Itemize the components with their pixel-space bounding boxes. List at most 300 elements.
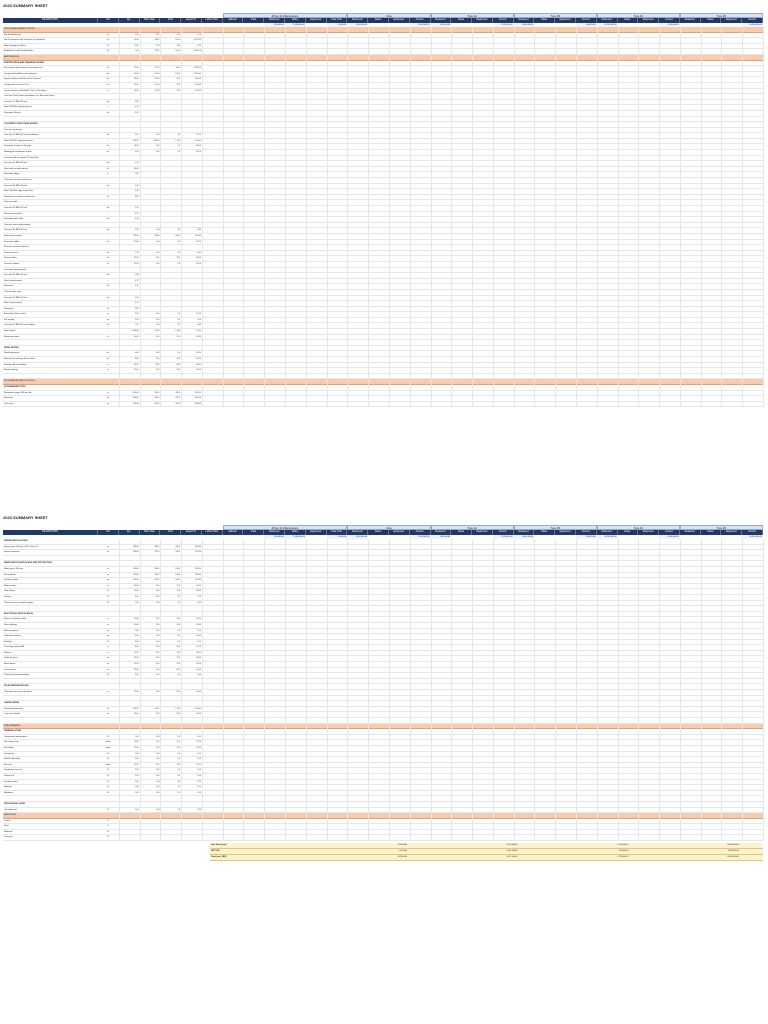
- cell-value: 170.0: [175, 707, 181, 710]
- cell-value: no: [106, 397, 109, 400]
- cell-value: LS: [106, 836, 110, 839]
- cell-value: 20.00: [133, 257, 139, 260]
- cell-value: 0.14: [134, 106, 139, 109]
- cell-value: 25.00: [133, 72, 139, 75]
- cell-value: 12.00: [133, 39, 139, 42]
- cell-value: 130.0: [175, 579, 181, 582]
- row-label: EARTHWORKS AND DRAINAGE WORKS: [4, 61, 45, 64]
- cell-value: 14.00: [133, 335, 139, 338]
- row-label: Site Preparation and clearance of vegetation: [4, 39, 46, 42]
- cell-value: 3.00: [134, 640, 139, 643]
- row-label: Steel reinforcement: [4, 279, 23, 282]
- cell-value: 2.0: [177, 674, 181, 677]
- cell-value: m: [107, 335, 109, 338]
- cell-value: 5.5: [177, 151, 181, 154]
- cell-divider: [202, 402, 224, 408]
- row-label: Formwork both sides: [4, 218, 24, 221]
- cell-divider: [410, 835, 432, 841]
- cell-value: LS: [106, 44, 110, 47]
- row-label: Kerbing and channelling: [4, 363, 27, 366]
- column-header-cell: Amount: [742, 18, 763, 23]
- cell-value: 3.50: [134, 44, 139, 47]
- cell-value: LS: [106, 830, 110, 833]
- row-label: Connections: [4, 668, 16, 671]
- column-header-cell: Material: [223, 18, 244, 23]
- cell-value: m2: [106, 707, 110, 710]
- cell-value: 15.00: [196, 663, 201, 666]
- row-label: Concrete 30 MPa/19 mm: [4, 184, 28, 187]
- cell-value: 5.00: [134, 151, 139, 154]
- cell-value: 13.00: [133, 657, 139, 660]
- cell-value: 14.0: [176, 33, 181, 36]
- cell-divider: [368, 402, 390, 408]
- cell-value: m2: [106, 195, 110, 198]
- cell-value: 1.0: [177, 752, 181, 755]
- row-label: Steel dowels: [4, 330, 16, 333]
- row-label: Insurances: [4, 752, 15, 755]
- row-label: SEWER RETICULATION: [4, 540, 28, 542]
- cell-value: 1.00: [134, 808, 139, 811]
- row-label: Earthing: [4, 640, 12, 643]
- cell-value: LS: [106, 774, 110, 777]
- column-header-cell: Total: [243, 18, 264, 23]
- column-header-cell: Equipment: [306, 18, 327, 23]
- cell-value: 1.20: [134, 324, 139, 327]
- cell-divider: [285, 402, 307, 408]
- cell-value: 120.0: [175, 39, 181, 42]
- cell-value: 1,374.00: [193, 39, 201, 42]
- row-label: TELECOMMUNICATIONS: [4, 685, 29, 688]
- row-label: EARTHWORKS: [4, 55, 19, 58]
- cell-value: 720.0: [175, 397, 181, 400]
- row-label: Transport: [4, 836, 13, 839]
- totals-cell: 2,100,000.00: [410, 535, 431, 539]
- cell-value: 12.00: [133, 763, 139, 766]
- cell-value: 38.0: [155, 363, 160, 366]
- row-label: Formwork soffits: [4, 240, 20, 243]
- row-label: DAYWORKS: [4, 814, 16, 817]
- cell-value: m: [107, 313, 109, 316]
- cell-value: 15.0: [155, 623, 160, 626]
- cell-value: 2.0: [177, 229, 181, 232]
- cell-value: m: [107, 545, 109, 548]
- cell-value: 16.0: [155, 584, 160, 587]
- cell-value: 0.13: [134, 302, 139, 305]
- column-header-cell: Amount: [410, 530, 431, 535]
- cell-value: 190.00: [132, 551, 139, 554]
- cell-value: 4.00: [155, 595, 160, 598]
- cell-value: m2: [106, 111, 110, 114]
- cell-value: m3: [106, 72, 110, 75]
- summary-value: 18,400,000.00: [726, 856, 739, 858]
- cell-value: 13.00: [133, 713, 139, 716]
- cell-value: 16.0: [176, 668, 181, 671]
- cell-value: 2.30: [134, 207, 139, 209]
- column-header-cell: Measured: [680, 18, 701, 23]
- row-label: Concrete 30 MPa/19 mm: [4, 229, 28, 232]
- summary-value: 16,560,000: [397, 856, 408, 858]
- cell-value: 12.0: [155, 741, 160, 744]
- cell-value: 2.70: [134, 162, 139, 165]
- column-header-cell: Plant Rate: [140, 530, 161, 535]
- totals-cell: 630,000.00: [431, 535, 452, 539]
- cell-value: 2.90: [134, 296, 139, 299]
- cell-value: 30.00: [196, 257, 201, 260]
- cell-value: 1.0: [177, 780, 181, 783]
- cell-value: 420.00: [195, 391, 201, 394]
- cell-divider: [534, 835, 556, 841]
- cell-value: 14.0: [176, 590, 181, 593]
- cell-value: 14.0: [176, 618, 181, 621]
- cell-divider: [389, 402, 411, 408]
- cell-value: month: [105, 746, 111, 749]
- cell-value: 3.00: [134, 352, 139, 355]
- table-row: [3, 835, 763, 841]
- row-label: Steel reinforcement: [4, 234, 23, 237]
- cell-divider: [327, 835, 349, 841]
- row-label: ELECTRICAL RETICULATION: [4, 612, 34, 615]
- column-header-cell: Qty: [119, 18, 140, 23]
- row-label: Precast slabs: [4, 257, 17, 260]
- cell-value: 127.0: [154, 67, 160, 70]
- column-header-cell: Tools: [160, 530, 181, 535]
- cell-value: 2.0: [177, 145, 181, 148]
- cell-value: LS: [106, 808, 110, 811]
- column-header-cell: Total: [243, 530, 264, 535]
- cell-value: m3: [106, 67, 110, 70]
- totals-cell: 1,450,000.00: [347, 535, 368, 539]
- cell-value: 13.0: [155, 590, 160, 593]
- cell-value: 1.00: [155, 629, 160, 632]
- cell-value: 13.0: [176, 663, 181, 666]
- column-header-cell: Measured: [597, 530, 618, 535]
- row-label: Trees and shrubs: [4, 713, 21, 716]
- cell-value: 22.0: [197, 33, 201, 36]
- cell-value: 3.00: [197, 674, 201, 677]
- row-label: Water Supply for Works: [4, 44, 26, 47]
- cell-value: 3.10: [134, 285, 139, 288]
- summary-value: 8,410,000.00: [506, 844, 518, 846]
- cell-value: 3.00: [176, 44, 181, 47]
- cell-value: 14.00: [133, 89, 139, 92]
- group-header-cell: Type 2C: [597, 13, 680, 18]
- cell-value: 1.00: [155, 780, 160, 783]
- cell-divider: [721, 835, 743, 841]
- cell-divider: [576, 835, 598, 841]
- summary-value: 225,000.00: [618, 850, 629, 852]
- group-header-cell: Type 1A: [431, 525, 514, 530]
- cell-value: 24.00: [154, 78, 160, 81]
- column-header-cell: Measured: [347, 18, 368, 23]
- cell-divider: [680, 835, 702, 841]
- cell-value: t: [107, 212, 109, 215]
- row-label: Street lighting: [4, 623, 17, 626]
- row-label: Labour: [4, 819, 11, 822]
- row-label: Handover: [4, 791, 14, 794]
- row-label: Expansion joints: [4, 335, 20, 338]
- row-label: Water meters: [4, 584, 17, 587]
- row-label: Formwork Vertical: [4, 111, 21, 114]
- cell-value: no: [106, 251, 109, 254]
- cell-divider: [514, 835, 536, 841]
- cell-value: 12.00: [196, 352, 201, 355]
- column-header-cell: Amount: [659, 18, 680, 23]
- cell-value: 110.00: [132, 579, 139, 582]
- cell-value: 5.0: [177, 352, 181, 355]
- cell-divider: [742, 402, 764, 408]
- cell-value: 14.0: [155, 369, 160, 372]
- cell-value: 1.00: [134, 780, 139, 783]
- row-label: Plant: [4, 825, 9, 828]
- cell-value: 2.00: [155, 674, 160, 677]
- cell-value: 165.00: [195, 83, 201, 86]
- row-label: Concrete 25 MPa/19 mm blinding: [4, 324, 35, 327]
- summary-label: VAT 15%: [211, 850, 220, 852]
- summary-value: 1,261,500.00: [506, 850, 518, 852]
- cell-value: 12.0: [155, 33, 160, 36]
- totals-cell: 2,100,000.00: [410, 23, 431, 27]
- cell-value: 1.0: [177, 774, 181, 777]
- row-label: LANDSCAPING: [4, 702, 20, 705]
- cell-value: m3: [106, 296, 110, 299]
- cell-value: m2: [106, 39, 110, 42]
- cell-value: 7.00: [155, 635, 160, 638]
- column-header-cell: Total Tools: [327, 18, 348, 23]
- column-header-cell: Equipment: [389, 18, 410, 23]
- row-label: Concrete columns and beams: [4, 179, 32, 182]
- cell-value: 2.50: [134, 134, 139, 137]
- cell-value: 11.00: [133, 262, 139, 265]
- cell-value: 132.0: [175, 72, 181, 75]
- cell-value: 140.0: [175, 573, 181, 576]
- cell-value: 1.0: [177, 786, 181, 789]
- cell-value: 5,450.00: [193, 50, 201, 53]
- row-label: Compacted backfill to roll roadways: [4, 72, 37, 75]
- row-label: Formwork: [4, 307, 14, 310]
- row-label: Stormwater pipes 300 mm dia: [4, 391, 32, 394]
- cell-value: LS: [106, 674, 110, 677]
- totals-cell: 1,970,000.00: [493, 535, 514, 539]
- cell-value: m: [107, 651, 109, 654]
- cell-value: 15.00: [133, 83, 139, 86]
- cell-value: m: [107, 567, 109, 570]
- cell-value: m: [107, 89, 109, 92]
- cell-value: no: [106, 657, 109, 660]
- cell-value: 12.0: [155, 651, 160, 654]
- cell-value: 15.0: [176, 335, 181, 338]
- row-label: Signage: [4, 786, 12, 789]
- cell-divider: [431, 402, 453, 408]
- cell-value: 1.00: [155, 324, 160, 327]
- cell-value: 1.0: [177, 808, 181, 811]
- cell-value: 1.00: [155, 769, 160, 772]
- cell-divider: [410, 402, 432, 408]
- cell-value: LS: [106, 735, 110, 738]
- row-label: SITE ESTABLISHMENT WORKS: [4, 28, 35, 30]
- cell-value: m3: [106, 184, 110, 187]
- summary-value: 16,000,000.00: [726, 844, 739, 846]
- cell-value: 1.0: [177, 769, 181, 772]
- cell-value: 51.00: [154, 72, 160, 75]
- cell-value: m: [107, 363, 109, 366]
- cell-divider: [327, 402, 349, 408]
- row-label: Concrete stairs and landings: [4, 223, 31, 226]
- row-label: Precast concrete elements: [4, 246, 29, 249]
- totals-cell: 1,500,000.00: [659, 535, 680, 539]
- cell-value: 16.00: [196, 651, 201, 654]
- cell-value: m2: [106, 358, 110, 361]
- totals-cell: 2,000,000: [327, 535, 348, 539]
- totals-cell: 630,000.00: [431, 23, 452, 27]
- cell-value: 2.0: [177, 262, 181, 265]
- cell-value: 260.0: [154, 402, 160, 405]
- cell-divider: [472, 402, 494, 408]
- cell-value: 18.0: [176, 257, 181, 260]
- cell-value: t: [107, 279, 109, 282]
- totals-cell: 1,560,000.00: [285, 535, 306, 539]
- cell-value: no: [106, 579, 109, 582]
- cell-divider: [493, 835, 515, 841]
- cell-value: 330.0: [154, 391, 160, 394]
- column-header-cell: Measured: [680, 530, 701, 535]
- table-row: [3, 402, 763, 408]
- cell-value: 196.00: [195, 89, 201, 92]
- cell-value: 110.0: [175, 67, 181, 70]
- cell-value: 1.00: [134, 769, 139, 772]
- cell-value: 336.00: [195, 78, 201, 81]
- cell-value: 48.0: [176, 363, 181, 366]
- group-header-cell: Type 3D: [680, 13, 763, 18]
- column-header-cell: Equipment: [472, 18, 493, 23]
- column-header-cell: Unit: [98, 530, 119, 535]
- totals-cell: 8,410,000.00: [597, 23, 618, 27]
- column-header-cell: Equipment: [389, 530, 410, 535]
- group-header-cell: Type 2C: [597, 525, 680, 530]
- cell-value: hr: [107, 825, 109, 828]
- column-header-cell: Labour Rate: [202, 18, 223, 23]
- row-label: Formwork edges: [4, 173, 20, 176]
- row-label: Bored piles 600 mm dia: [4, 313, 26, 316]
- cell-value: 18.00: [196, 590, 201, 593]
- cell-value: 1.00: [155, 151, 160, 154]
- cell-value: m: [107, 391, 109, 394]
- cell-value: t: [107, 139, 109, 142]
- cell-value: 10.00: [196, 635, 201, 638]
- row-label: Steel 450 MPa high tensile bars: [4, 190, 34, 193]
- cell-value: 6.00: [134, 635, 139, 638]
- cell-divider: [306, 835, 328, 841]
- row-label: Materials: [4, 830, 13, 833]
- cell-value: month: [105, 763, 111, 766]
- cell-value: 13.0: [155, 646, 160, 649]
- cell-value: 2.00: [197, 601, 201, 604]
- row-label: Pipe fittings: [4, 590, 15, 593]
- cell-value: 1.00: [155, 791, 160, 794]
- cell-value: 12.0: [176, 763, 181, 766]
- cell-value: 12.0: [155, 763, 160, 766]
- cell-value: no: [106, 318, 109, 321]
- cell-value: no: [106, 713, 109, 716]
- row-label: Health and safety: [4, 758, 21, 761]
- cell-value: 1.00: [134, 33, 139, 36]
- cell-value: 12.0: [155, 663, 160, 666]
- row-label: Steel mesh reinforcement: [4, 167, 28, 170]
- totals-cell: 16,000,000.00: [742, 23, 763, 27]
- row-label: Temporary services: [4, 769, 23, 772]
- cell-value: 160.00: [195, 234, 201, 237]
- cell-value: 16.00: [196, 691, 201, 694]
- totals-cell: 2,600,000.00: [514, 535, 535, 539]
- cell-divider: [638, 835, 660, 841]
- cell-value: 8.00: [197, 251, 201, 254]
- group-header-cell: Type 1A: [431, 13, 514, 18]
- cell-value: 14.0: [155, 657, 160, 660]
- row-label: Testing: [4, 595, 11, 598]
- column-header-cell: Rates: [368, 18, 389, 23]
- cell-divider: [160, 835, 182, 841]
- summary-value: 1,500,000.00: [617, 844, 629, 846]
- cell-value: LS: [106, 50, 110, 53]
- cell-value: 7.00: [134, 50, 139, 53]
- cell-value: no: [106, 623, 109, 626]
- row-label: Site offices: [4, 746, 15, 749]
- cell-value: 13.0: [155, 618, 160, 621]
- cell-value: 135.00: [132, 234, 139, 237]
- cell-value: 1.00: [134, 735, 139, 738]
- row-label: Steel 300 MPa deformed bars: [4, 106, 32, 109]
- row-label: Security: [4, 763, 12, 766]
- cell-value: 690.0: [154, 397, 160, 400]
- column-header-cell: Qty: [119, 530, 140, 535]
- cell-value: 45.00: [196, 358, 201, 361]
- cell-value: 1.0: [177, 758, 181, 761]
- cell-value: 1.00: [197, 791, 201, 794]
- cell-value: 120.0: [154, 579, 160, 582]
- cell-value: 12.00: [133, 646, 139, 649]
- row-label: Contingencies: [4, 808, 18, 811]
- cell-value: 160.00: [195, 573, 201, 576]
- totals-cell: 14,400,000: [576, 535, 597, 539]
- column-header-cell: Measured: [264, 18, 285, 23]
- totals-cell: 100,000.00: [264, 23, 285, 27]
- row-label: Mini-substation: [4, 629, 18, 632]
- cell-value: 12.00: [196, 741, 201, 744]
- row-label: Import and place fill G6 and G7 material: [4, 78, 41, 81]
- group-header-cell: Type 1B: [514, 13, 597, 18]
- cell-value: m2: [106, 307, 110, 310]
- cell-divider: [140, 835, 162, 841]
- cell-value: m: [107, 691, 109, 694]
- cell-value: 8.00: [197, 229, 201, 232]
- cell-value: 11.00: [133, 663, 139, 666]
- cell-value: 1.00: [155, 774, 160, 777]
- cell-divider: [680, 402, 702, 408]
- column-header-cell: Rates: [285, 530, 306, 535]
- column-header-cell: Amount: [659, 530, 680, 535]
- column-header-cell: DESCRIPTION: [3, 18, 98, 23]
- cell-value: 1.00: [197, 758, 201, 761]
- cell-value: 22.00: [196, 262, 201, 265]
- cell-value: 22.00: [196, 584, 201, 587]
- cell-value: m3: [106, 229, 110, 232]
- cell-value: 12.00: [133, 618, 139, 621]
- row-label: Testing and commissioning: [4, 674, 29, 677]
- row-label: Manholes: [4, 397, 14, 400]
- column-header-cell: Amount: [493, 530, 514, 535]
- cell-divider: [223, 835, 245, 841]
- cell-value: 5.0: [177, 595, 181, 598]
- cell-value: no: [106, 584, 109, 587]
